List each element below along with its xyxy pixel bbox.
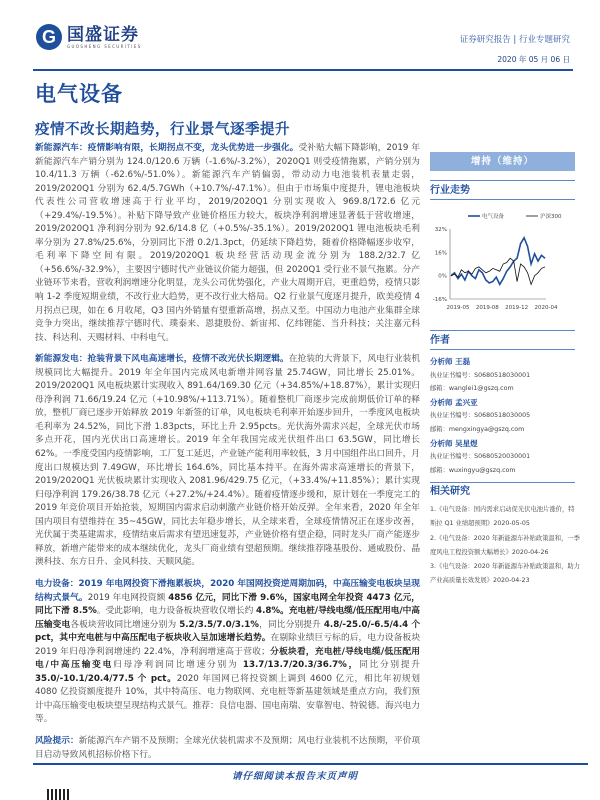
- related-research-list: [430, 503, 580, 589]
- trend-heading: 行业走势: [430, 180, 575, 200]
- author-entry: [430, 355, 580, 396]
- paragraph: [35, 735, 420, 762]
- related-report-link[interactable]: 2.《电气设备：2020 年新能源车补贴政策温和，一季度风电工程投资额大幅增长》2020-04-26: [430, 534, 580, 556]
- author-entry: [430, 437, 580, 478]
- authors-heading: 作者: [430, 330, 575, 350]
- paragraph-text: 在抢装的大背景下，风电行业装机规模同比大幅提升。2019 年全年国内完成风电新增并网容量 25.74GW，同比增长 25.01%。2019/2020Q1 风电板块累计实现收入 891.64/169.30 亿元（+34.85%/+18.87%），累计实现归母净利润 71.66/19.24 亿元（+10.98%/+113.71%）。随着整机厂商逐步完成前期低价订单的释放，整机厂商已逐步开始释放 2019 年新签的订单，风电板块毛利率开始逐步回升，一季度风电板块毛利率为 24.52%，同比下滑 1.83pcts，环比上升 2.95pcts。光伏海外需求兴起，全球光伏市场多点开花，国内光伏出口高速增长。2019 年全年我国完成光伏组件出口 63.5GW，同比增长 62%。一季度受国内疫情影响，工厂复工延迟，产业链产能利用率较低，3 月中国组件出口回升，月度出口规模达到 7.49GW，环比增长 164.6%，同比基本持平。在海外需求高速增长的背景下，2019/2020Q1 光伏板块累计实现收入 2081.96/429.75 亿元，（+33.4%/+11.85%）；累计实现归母净利润 179.26/38.78 亿元（+27.2%/+24.4%）。随着疫情逐步缓和，原计划在一季度完工的 2019 年竞价项目开始抢装，短期国内需求启动刺激产业链价格开始反弹。全年来看，2020 年全年国内项目有望维持在 35~45GW，同比去年稳步增长，从全球来看，全球疫情情况正在逐步改善，光伏属于类基建需求，疫情结束后需求有望迅速复苏，产业链价格有望企稳，同时龙头厂商产能逐步释放，新增产能带来的成本继续优化，龙头厂商业绩有望超预期。继续推荐隆基股份、通威股份、晶澳科技、东方日升、金风科技、天顺风能。: [35, 354, 421, 568]
- x-tick-label: 2019-05: [446, 305, 470, 311]
- paragraph-text: 2020 年国网已将投资额上调到 4600 亿元，相比年初规划 4080 亿投资额度提升 10%，其中特高压、电力物联网、充电桩等新基建领域是重点方向，我们预计中高压输变电板块望呈现结构式景气。推荐：良信电器、国电南瑞、安靠智电、特锐德、海兴电力等。: [35, 673, 420, 725]
- author-cert: 执业证书编号：S0680518030001: [430, 371, 531, 379]
- authors-list: [430, 355, 580, 477]
- paragraph: [35, 578, 420, 727]
- header-divider: [33, 69, 573, 71]
- related-report-link[interactable]: 3.《电气设备：2020 年新能源车补贴政策温和，助力产业高质量长效发展》2020-04-23: [430, 563, 580, 585]
- x-tick-label: 2020-04: [534, 305, 558, 311]
- author-name: 分析师 吴星煜: [430, 438, 478, 448]
- author-cert: 执业证书编号：S0680520030001: [430, 453, 531, 461]
- disclaimer-note: 请仔细阅读本报告末页声明: [232, 771, 359, 782]
- qr-code-icon: [47, 789, 71, 800]
- paragraph-lead: 新能源汽车：疫情影响有限，长期拐点不变，龙头优势进一步强化。: [35, 143, 299, 153]
- series-line-sector: [451, 238, 545, 285]
- bold-text: 5.2/3.5/7.0/3.1%: [179, 619, 259, 630]
- report-subtitle: 疫情不改长期趋势，行业景气逐季提升: [35, 121, 290, 138]
- bold-text: 4856 亿元，同比下滑 9.6%，国家电网全年投资 4473 亿元，同比下滑 8.5%: [35, 592, 420, 617]
- author-name: 分析师 孟兴亚: [430, 397, 478, 407]
- bold-text: 分板块看，充电桩/导线电缆/低压配用电/中高压输变电: [35, 646, 420, 671]
- paragraph-text: 。受此影响，电力设备板块营收仅增长约: [96, 606, 257, 617]
- paragraph-text: 2019 年电网投资额: [87, 592, 169, 603]
- bold-text: 4.8%。充电桩/导线电缆/低压配用电/中高压输变电: [35, 606, 420, 630]
- report-date: 2020 年 05 月 06 日: [497, 55, 570, 64]
- author-name: 分析师 王磊: [430, 357, 471, 366]
- y-tick-label: 0%: [438, 273, 447, 280]
- paragraph-text: 同比分别提升: [359, 660, 420, 671]
- report-type: 证券研究报告 | 行业专题研究: [459, 35, 570, 45]
- bold-text: 13.7/13.7/20.3/36.7%，: [242, 660, 360, 671]
- y-tick-label: 32%: [434, 227, 447, 233]
- paragraph-lead: 风险提示：: [35, 735, 79, 746]
- industry-trend-chart: [428, 207, 588, 319]
- author-email[interactable]: 邮箱：mengxingya@gszq.com: [430, 425, 525, 433]
- bold-text: 35.0/-10.1/20.4/77.5 个 pct。: [35, 673, 177, 684]
- y-tick-label: 16%: [434, 250, 447, 257]
- x-tick-label: 2019-08: [475, 305, 499, 311]
- rating-badge: 增持（维持）: [430, 152, 575, 171]
- paragraph: [35, 353, 420, 570]
- paragraph-lead: 电力设备：2019 年电网投资下滑拖累板块，2020 年国网投资逆周期加码，中高压输变电板块呈现结构式景气。: [35, 578, 420, 603]
- paragraph-text: ，同比分别提升: [258, 619, 324, 630]
- author-entry: [430, 396, 580, 437]
- legend-label: 电气设备: [482, 214, 505, 220]
- paragraph-text: 新能源汽车产销不及预期；全球光伏装机需求不及预期；风电行业装机不达预期，平价项目启动导致风机招标价格下行。: [35, 735, 421, 760]
- logo-name-en: GUOSHENG SECURITIES: [67, 43, 142, 49]
- related-heading: 相关研究: [430, 482, 575, 500]
- paragraph-text: 归母净利润同比增速分别为: [113, 660, 243, 671]
- y-tick-label: -16%: [432, 297, 447, 303]
- header-meta: [460, 30, 570, 70]
- logo-icon: G: [36, 24, 62, 50]
- author-email[interactable]: 邮箱：wanglei1@gszq.com: [430, 385, 514, 393]
- report-body: [35, 142, 420, 770]
- paragraph-text: 各板块营收同比增速分别为: [70, 619, 180, 630]
- paragraph-text: 在剔除业绩巨亏标的后，电力设备板块 2019 年归母净利润增速约 22.4%，净利润增速高于营收；: [35, 633, 420, 657]
- legend-label: 沪深300: [540, 214, 562, 220]
- bold-text: 4.8/-25.0/-6.5/4.4 个 pct，其中充电桩与中高压配电子板块收入呈加速增长趋势。: [35, 619, 421, 644]
- author-cert: 执业证书编号：S0680518030005: [430, 412, 531, 420]
- footer-divider: [33, 763, 588, 765]
- company-logo: [36, 24, 142, 50]
- author-email[interactable]: 邮箱：wuxingyu@gszq.com: [430, 466, 516, 474]
- logo-name-cn: 国盛证券: [67, 24, 139, 45]
- page-title: 电气设备: [35, 81, 123, 106]
- related-report-link[interactable]: 1.《电气设备：国内需求启动促光伏电池片涨价，特斯拉 Q1 业绩超预期》2020-05-05: [430, 506, 575, 528]
- paragraph: [35, 142, 420, 345]
- paragraph-text: 受补贴大幅下降影响，2019 年新能源汽车产销分别为 124.0/120.6 万辆（-1.6%/-3.2%），2020Q1 则受疫情拖累，产销分别为 10.4/11.3 万辆（-62.6%/-51.0%）。新能源汽车产销偏弱，带动动力电池装机表量走弱，2019/2020Q1 分别为 62.4/5.7GWh（+10.7%/-47.1%）。但由于市场集中度提升，锂电池板块代表性公司营收增速高于行业平均，2019/2020Q1 分别实现收入 969.8/172.6 亿元（+29.4%/-19.5%）。补贴下降导致产业链价格压力较大，板块净利润增速显著低于营收增速，2019/2020Q1 净利润分别为 92.6/14.8 亿（+0.5%/-35.1%）。2019/2020Q1 锂电池板块毛利率分别为 27.8%/25.6%，分别同比下滑 0.2/1.3pct，仍延续下降趋势，随着价格降幅逐步收窄，毛利率下降空间有限。2019/2020Q1 板块经营活动现金流分别为 188.2/32.7 亿（+56.6%/-32.9%），主要因宁德时代产业链议价能力超强，但 2020Q1 受行业不景气拖累。分产业链环节来看，营收利润增速分化明显，龙头公司优势强化，产业大周期开启，更重趋势，疫情只影响 1-2 季度短期业绩，不改行业大趋势，更不改行业大格局。Q2 行业景气度逐月提升，欧美疫情 4 月拐点已现，如在 6 月收尾，Q3 国内外销量有望重新高增，拐点又至。中国动力电池产业集群全球竞争力突出，继续推荐宁德时代、璞泰来、恩捷股份、新宙邦、亿纬锂能、当升科技；关注嘉元科技、科达利、天赐材料、中科电气。: [35, 143, 421, 343]
- paragraph-lead: 新能源发电：抢装背景下风电高速增长，疫情不改光伏长期逻辑。: [35, 354, 289, 365]
- x-tick-label: 2019-12: [505, 305, 529, 311]
